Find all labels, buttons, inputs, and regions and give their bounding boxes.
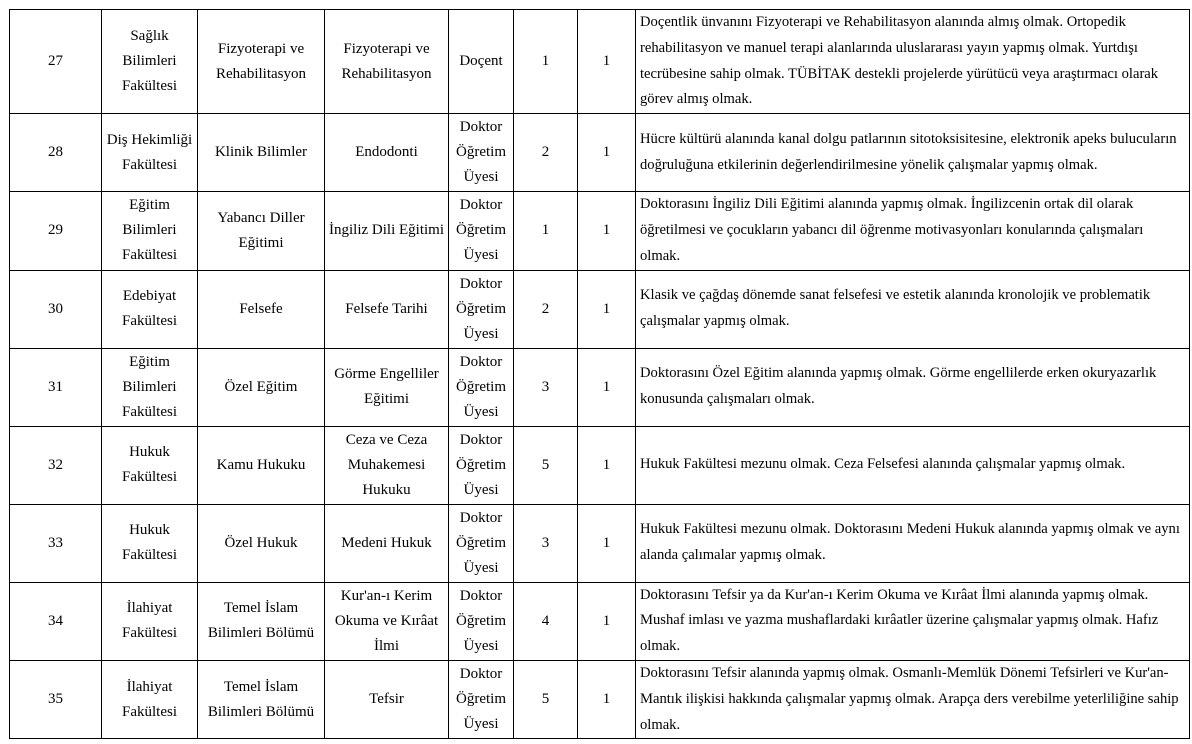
title-cell: Doktor Öğretim Üyesi — [449, 426, 514, 504]
faculty-cell: Sağlık Bilimleri Fakültesi — [102, 10, 198, 114]
requirements-cell: Doktorasını İngiliz Dili Eğitimi alanında yapmış olmak. İngilizcenin ortak dil olarak öğretilmesi ve çocukların yabancı dil öğrenme motivasyonları konularında çalışmaları olmak. — [636, 192, 1190, 270]
title-cell: Doktor Öğretim Üyesi — [449, 504, 514, 582]
row-number: 30 — [10, 270, 102, 348]
count-cell: 1 — [514, 10, 578, 114]
department-cell: Temel İslam Bilimleri Bölümü — [198, 582, 325, 660]
row-number: 34 — [10, 582, 102, 660]
field-cell: Medeni Hukuk — [325, 504, 449, 582]
count-cell: 1 — [514, 192, 578, 270]
department-cell: Temel İslam Bilimleri Bölümü — [198, 660, 325, 738]
count-cell-2: 1 — [578, 270, 636, 348]
department-cell: Felsefe — [198, 270, 325, 348]
requirements-cell: Doçentlik ünvanını Fizyoterapi ve Rehabilitasyon alanında almış olmak. Ortopedik rehabilitasyon ve manuel terapi alanlarında uluslararası yayın yapmış olmak. Yurtdışı tecrübesine sahip olmak. TÜBİTAK destekli projelerde yürütücü veya araştırmacı olarak görev almış olmak. — [636, 10, 1190, 114]
count-cell-2: 1 — [578, 426, 636, 504]
faculty-cell: Diş Hekimliği Fakültesi — [102, 114, 198, 192]
department-cell: Özel Eğitim — [198, 348, 325, 426]
field-cell: İngiliz Dili Eğitimi — [325, 192, 449, 270]
table-row — [10, 114, 1190, 192]
requirements-cell: Hukuk Fakültesi mezunu olmak. Ceza Felsefesi alanında çalışmalar yapmış olmak. — [636, 426, 1190, 504]
row-number: 35 — [10, 660, 102, 738]
count-cell-2: 1 — [578, 10, 636, 114]
count-cell: 3 — [514, 348, 578, 426]
row-number: 29 — [10, 192, 102, 270]
field-cell: Görme Engelliler Eğitimi — [325, 348, 449, 426]
title-cell: Doktor Öğretim Üyesi — [449, 660, 514, 738]
table-row — [10, 504, 1190, 582]
department-cell: Kamu Hukuku — [198, 426, 325, 504]
position-listing-table — [9, 9, 1190, 739]
department-cell: Fizyoterapi ve Rehabilitasyon — [198, 10, 325, 114]
table-row — [10, 582, 1190, 660]
requirements-cell: Klasik ve çağdaş dönemde sanat felsefesi ve estetik alanında kronolojik ve problematik çalışmalar yapmış olmak. — [636, 270, 1190, 348]
count-cell-2: 1 — [578, 348, 636, 426]
count-cell-2: 1 — [578, 660, 636, 738]
field-cell: Tefsir — [325, 660, 449, 738]
row-number: 27 — [10, 10, 102, 114]
faculty-cell: İlahiyat Fakültesi — [102, 582, 198, 660]
department-cell: Klinik Bilimler — [198, 114, 325, 192]
title-cell: Doktor Öğretim Üyesi — [449, 348, 514, 426]
field-cell: Ceza ve Ceza Muhakemesi Hukuku — [325, 426, 449, 504]
requirements-cell: Doktorasını Özel Eğitim alanında yapmış olmak. Görme engellilerde erken okuryazarlık konusunda çalışmaları olmak. — [636, 348, 1190, 426]
field-cell: Kur'an-ı Kerim Okuma ve Kırâat İlmi — [325, 582, 449, 660]
count-cell-2: 1 — [578, 114, 636, 192]
title-cell: Doktor Öğretim Üyesi — [449, 270, 514, 348]
requirements-cell: Doktorasını Tefsir ya da Kur'an-ı Kerim Okuma ve Kırâat İlmi alanında yapmış olmak. Mushaf imlası ve yazma mushaflardaki kırâatler üzerine çalışmalar yapmış olmak. Hafız olmak. — [636, 582, 1190, 660]
count-cell: 2 — [514, 114, 578, 192]
count-cell: 2 — [514, 270, 578, 348]
count-cell-2: 1 — [578, 582, 636, 660]
table-row — [10, 192, 1190, 270]
table-row — [10, 270, 1190, 348]
row-number: 32 — [10, 426, 102, 504]
faculty-cell: İlahiyat Fakültesi — [102, 660, 198, 738]
title-cell: Doktor Öğretim Üyesi — [449, 192, 514, 270]
title-cell: Doçent — [449, 10, 514, 114]
count-cell-2: 1 — [578, 192, 636, 270]
requirements-cell: Hukuk Fakültesi mezunu olmak. Doktorasını Medeni Hukuk alanında yapmış olmak ve aynı alanda çalımalar yapmış olmak. — [636, 504, 1190, 582]
faculty-cell: Eğitim Bilimleri Fakültesi — [102, 348, 198, 426]
table-row — [10, 426, 1190, 504]
row-number: 33 — [10, 504, 102, 582]
count-cell: 5 — [514, 660, 578, 738]
field-cell: Endodonti — [325, 114, 449, 192]
department-cell: Özel Hukuk — [198, 504, 325, 582]
faculty-cell: Hukuk Fakültesi — [102, 426, 198, 504]
faculty-cell: Hukuk Fakültesi — [102, 504, 198, 582]
field-cell: Fizyoterapi ve Rehabilitasyon — [325, 10, 449, 114]
requirements-cell: Hücre kültürü alanında kanal dolgu patlarının sitotoksisitesine, elektronik apeks bulucuların doğruluğuna etkilerinin değerlendirilmesine yönelik çalışmalar yapmış olmak. — [636, 114, 1190, 192]
title-cell: Doktor Öğretim Üyesi — [449, 114, 514, 192]
count-cell: 4 — [514, 582, 578, 660]
table-row — [10, 10, 1190, 114]
department-cell: Yabancı Diller Eğitimi — [198, 192, 325, 270]
count-cell: 5 — [514, 426, 578, 504]
table-row — [10, 348, 1190, 426]
field-cell: Felsefe Tarihi — [325, 270, 449, 348]
faculty-cell: Eğitim Bilimleri Fakültesi — [102, 192, 198, 270]
count-cell-2: 1 — [578, 504, 636, 582]
count-cell: 3 — [514, 504, 578, 582]
faculty-cell: Edebiyat Fakültesi — [102, 270, 198, 348]
requirements-cell: Doktorasını Tefsir alanında yapmış olmak. Osmanlı-Memlük Dönemi Tefsirleri ve Kur'an-Mantık ilişkisi hakkında çalışmalar yapmış olmak. Arapça ders verebilme yeterliliğine sahip olmak. — [636, 660, 1190, 738]
title-cell: Doktor Öğretim Üyesi — [449, 582, 514, 660]
row-number: 31 — [10, 348, 102, 426]
table-row — [10, 660, 1190, 738]
row-number: 28 — [10, 114, 102, 192]
